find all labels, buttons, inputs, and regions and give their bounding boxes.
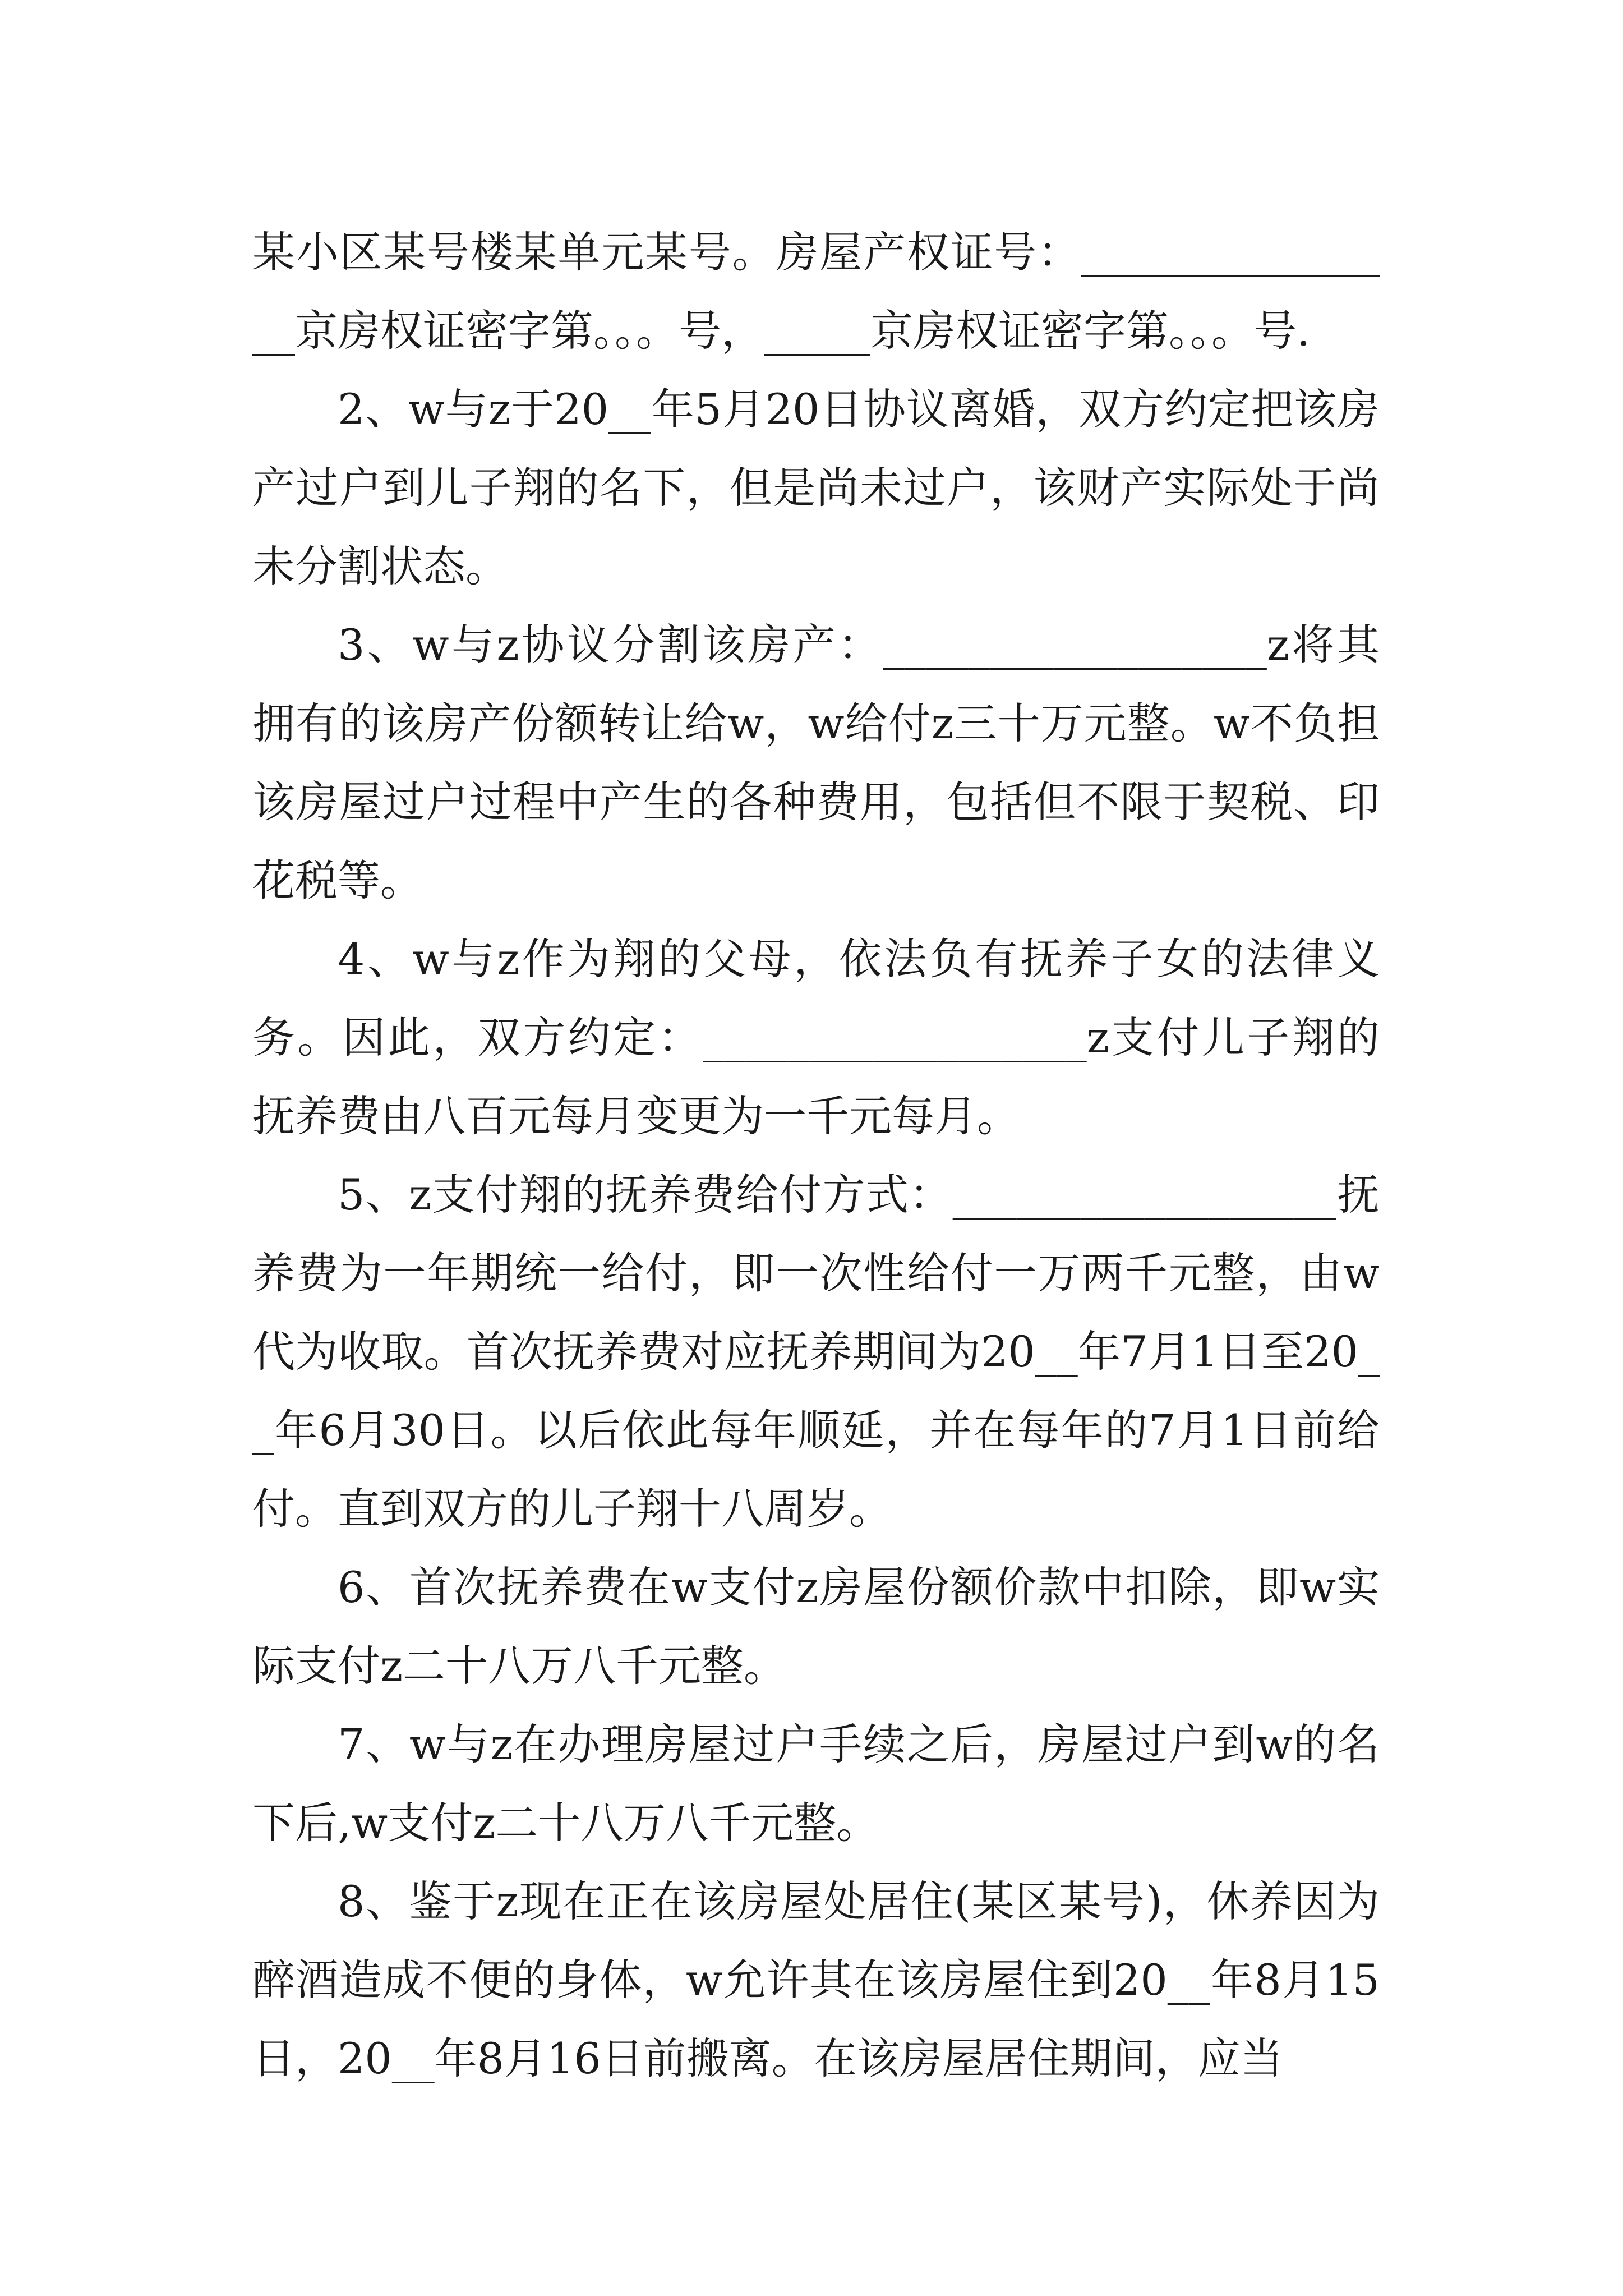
paragraph-clause-6: 6、首次抚养费在w支付z房屋份额价款中扣除，即w实际支付z二十八万八千元整。 — [252, 1562, 1380, 1691]
paragraph-property-address: 某小区某号楼某单元某号。房屋产权证号：________________京房权证密字第。。。号，_____京房权证密字第。。。号. — [252, 227, 1380, 356]
document-body — [252, 213, 1380, 2098]
paragraph-clause-2: 2、w与z于20__年5月20日协议离婚，双方约定把该房产过户到儿子翔的名下，但是尚未过户，该财产实际处于尚未分割状态。 — [252, 384, 1380, 591]
paragraph-clause-7: 7、w与z在办理房屋过户手续之后，房屋过户到w的名下后,w支付z二十八万八千元整。 — [252, 1719, 1380, 1848]
paragraph-clause-4: 4、w与z作为翔的父母，依法负有抚养子女的法律义务。因此，双方约定：__________________z支付儿子翔的抚养费由八百元每月变更为一千元每月。 — [252, 934, 1380, 1141]
paragraph-clause-3: 3、w与z协议分割该房产：__________________z将其拥有的该房产份额转让给w，w给付z三十万元整。w不负担该房屋过户过程中产生的各种费用，包括但不限于契税、印花税等。 — [252, 620, 1380, 905]
paragraph-clause-8: 8、鉴于z现在正在该房屋处居住(某区某号)，休养因为醉酒造成不便的身体，w允许其在该房屋住到20__年8月15日，20__年8月16日前搬离。在该房屋居住期间，应当 — [252, 1876, 1380, 2083]
paragraph-clause-5: 5、z支付翔的抚养费给付方式：__________________抚养费为一年期统一给付，即一次性给付一万两千元整，由w代为收取。首次抚养费对应抚养期间为20__年7月1日至20__年6月30日。以后依此每年顺延，并在每年的7月1日前给付。直到双方的儿子翔十八周岁。 — [252, 1170, 1380, 1534]
